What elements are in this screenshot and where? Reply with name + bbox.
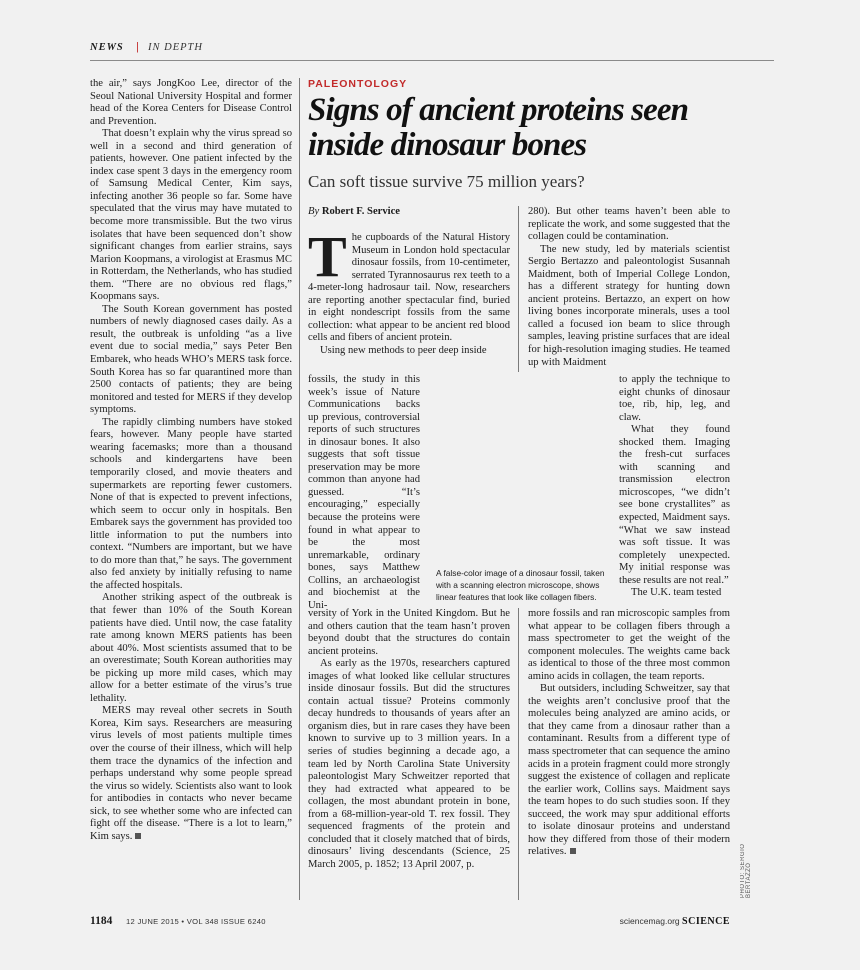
article-paragraph: As early as the 1970s, researchers captured images of what looked like cellular structures inside dinosaur fossils. But did the structures contain actual tissue? Proteins commonly decay hundreds to thousands of years after an organism dies, but in rare cases they have been known to survive up to 3 million years. In a series of studies beginning a decade ago, a team led by North Carolina State University paleontologist Mary Schweitzer reported that they had extracted what appeared to be collagen, the most abundant protein in bone, from a 68-million-year-old T. rex fossil. They sequenced fragments of the protein and concluded that it closely matched that of birds, dinosaurs’ living descendants (Science, 25 March 2005, p. 1852; 13 April 2007, p. (308, 658, 510, 870)
article-paragraph-text: But outsiders, including Schweitzer, say that the weights aren’t conclusive proof that the molecules being analyzed are amino acids, or that they came from a dinosaur rather than a contaminant. Results from a different type of mass spectrometer that can sequence the amino acids in a protein fragment could more strongly suggest the existence of collagen and replicate the earlier work, Collins says. Maidment says the team hopes to do such studies soon. If they succeed, the work may spur additional efforts to isolate dinosaur proteins and understand how they differed from those of their modern relatives. (528, 683, 730, 858)
header-separator: | (136, 41, 139, 53)
article-column-right-narrow (619, 374, 730, 600)
article-paragraph: What they found shocked them. Imaging the fresh-cut surfaces with scanning and transmission electron microscopes, “we didn’t see bone crystallites” as expected, Maidment says. “What we saw instead was soft tissue. It was completely unexpected. My initial response was these results are not real.” (619, 424, 730, 586)
left-paragraph-text: MERS may reveal other secrets in South Korea, Kim says. Researchers are measuring virus levels of most patients multiple times over the course of their illness, which will help them trace the dynamics of the infection and perhaps understand why some people spread the virus so widely. Scientists also want to look for antibodies in contacts who never became sick, to see whether some who are infected can fight off the disease. “There is a lot to learn,” Kim says. (90, 705, 292, 842)
left-paragraph (90, 705, 292, 843)
issue-info: 12 JUNE 2015 • VOL 348 ISSUE 6240 (126, 917, 266, 926)
article-paragraph: 280). But other teams haven’t been able to replicate the work, and some suggested that the collagen could be contamination. (528, 206, 730, 243)
end-mark-icon (135, 833, 141, 839)
left-paragraph: That doesn’t explain why the virus spread so well in a second and third generation of patients, however. One patient infected by the index case spent 3 days in the emergency room of Samsung Medical Center, Kim says, infecting another 36 people so far. Some have speculated that the virus may have mutated to become more transmissible. But the two virus isolates that have been sequenced don’t show significant changes from earlier strains, says Marion Koopmans, a virologist at Erasmus MC in Rotterdam, the Netherlands, who has studied them. “There are no obvious red flags,” Koopmans says. (90, 128, 292, 303)
column-divider (299, 78, 300, 900)
left-paragraph: the air,” says JongKoo Lee, director of the Seoul National University Hospital and former head of the Korea Centers for Disease Control and Prevention. (90, 78, 292, 127)
article-column-middle-top (308, 224, 510, 357)
article-headline: Signs of ancient proteins seen inside dinosaur bones (308, 92, 689, 163)
page-footer (90, 915, 730, 931)
article-column-right-bottom (528, 608, 730, 859)
author-name: Robert F. Service (321, 206, 400, 217)
article-paragraph: more fossils and ran microscopic samples from what appear to be collagen fibers through a mass spectrometer to get the weight of the component molecules. The weights came back as identical to those of the three most common amino acids in collagen, the team reports. (528, 608, 730, 682)
footer-site (620, 916, 730, 927)
site-url: sciencemag.org (619, 916, 680, 926)
article-paragraph: The U.K. team tested (631, 587, 722, 599)
article-paragraph (528, 683, 730, 859)
journal-name: SCIENCE (682, 916, 730, 927)
article-column-right-top (528, 206, 730, 369)
column-divider (518, 608, 519, 900)
article-dek: Can soft tissue survive 75 million years? (308, 172, 585, 191)
subsection-label: IN DEPTH (148, 42, 203, 53)
photo-credit: PHOTO: SERGIO BERTAZZO (740, 843, 752, 898)
left-column (90, 78, 292, 843)
drop-cap: T (308, 224, 347, 289)
byline-prefix: By (308, 206, 320, 217)
article-paragraph: fossils, the study in this week’s issue of Nature Communications backs up previous, controversial reports of such structures in dinosaur bones. It also suggests that soft tissue preservation may be more common than anyone had guessed. “It’s encouraging,” especially because the proteins were found in what appear to be the most unremarkable, ordinary bones, says Matthew Collins, an archaeologist and biochemist at the Uni- (308, 374, 420, 611)
left-paragraph: The rapidly climbing numbers have stoked fears, however. Many people have started wearing facemasks; more than a thousand schools and kindergartens have been temporarily closed, and movie theaters and supermarkets are reporting fewer customers. None of that is expected to prevent infections, which seem to occur only in hospitals. Ben Embarek says the government has provided too little information to put the numbers into context. “Numbers are important, but we have to do more than that,” he says. The government also fed anxiety by initially refusing to name the affected hospitals. (90, 416, 292, 591)
left-paragraph: The South Korean government has posted numbers of newly diagnosed cases daily. As a result, the outbreak is unfolding “as a live event due to social media,” says Peter Ben Embarek, who heads WHO’s MERS task force. South Korea has so far quarantined more than 2500 contacts of patients; they are being monitored and tested for MERS if they develop symptoms. (90, 303, 292, 416)
article-paragraph: Using new methods to peer deep inside (320, 344, 487, 356)
article-paragraph: to apply the technique to eight chunks of dinosaur toe, rib, hip, leg, and claw. (619, 374, 730, 423)
column-divider (518, 206, 519, 372)
section-label: NEWS (90, 42, 124, 53)
byline (308, 206, 400, 217)
end-mark-icon (570, 848, 576, 854)
article-paragraph-text: he cupboards of the Natural History Museum in London hold spectacular dinosaur fossils, from 10-centimeter, serrated Tyrannosaurus rex teeth to a 4-meter-long hadrosaur tail. Now, researchers are reporting another spectacular find, buried in eight nondescript fossils from the same collection: what appear to be ancient red blood cells and fibers of ancient protein. (308, 232, 510, 344)
article-paragraph: The new study, led by materials scientist Sergio Bertazzo and paleontologist Susannah Maidment, both of Imperial College London, has a different strategy for hunting down ancient proteins. Bertazzo, an expert on how living bones incorporate minerals, uses a tool called a focused ion beam to slice through samples, leaving pristine surfaces that are ideal for high-resolution imaging studies. He teamed up with Maidment (528, 243, 730, 368)
article-paragraph: versity of York in the United Kingdom. But he and others caution that the team hasn’t proven beyond doubt that the structures do contain ancient proteins. (308, 608, 510, 657)
article-column-middle-narrow (308, 374, 420, 612)
page-header (90, 38, 774, 61)
left-paragraph: Another striking aspect of the outbreak is that fewer than 10% of the South Korean patients have died. Until now, the case fatality rate among known MERS patients has been about 40%. Most scientists assumed that to be an overestimate; South Korean authorities may be picking up more mild cases, which may allow for a better estimate of the virus’s true lethality. (90, 592, 292, 704)
photo-caption: A false-color image of a dinosaur fossil, taken with a scanning electron microscope, shows linear features that look like collagen fibers. (436, 568, 605, 602)
article-paragraph (308, 224, 510, 345)
page-number: 1184 (90, 915, 113, 927)
article-kicker: PALEONTOLOGY (308, 78, 408, 90)
article-column-middle-bottom (308, 608, 510, 871)
